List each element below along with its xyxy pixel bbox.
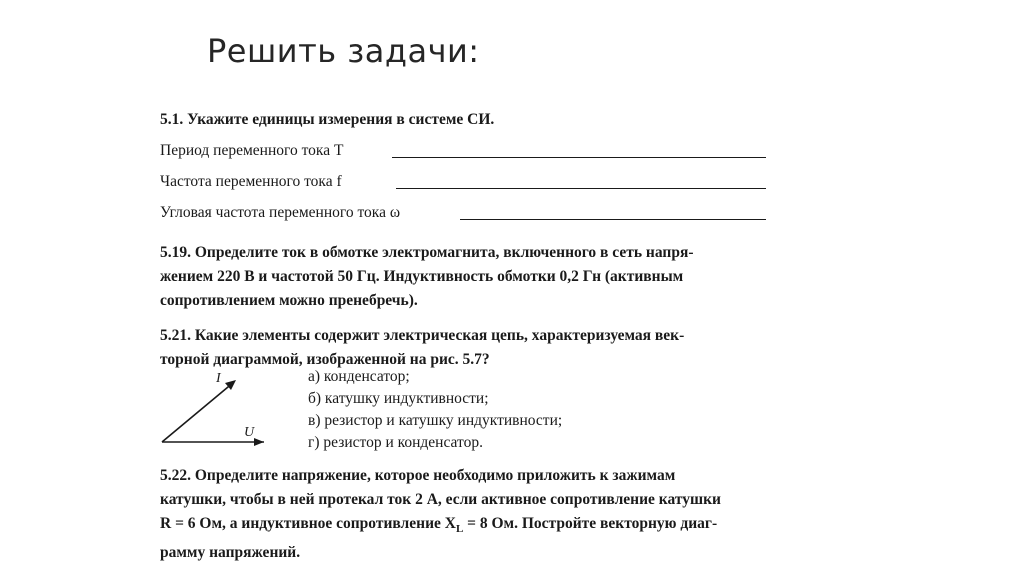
vector-u-arrowhead <box>254 438 264 446</box>
field-period-blank <box>392 157 766 158</box>
vector-i-label: I <box>216 371 221 386</box>
scanned-task-sheet <box>150 100 820 574</box>
vector-u-label: U <box>244 425 255 440</box>
task-5-22-line-3-start: R = 6 Ом, а индуктивное сопротивление X <box>160 515 456 532</box>
task-5-1-heading: 5.1. Укажите единицы измерения в системе СИ. <box>160 111 495 128</box>
task-5-21-line-1: 5.21. Какие элементы содержит электрическая цепь, характеризуемая век- <box>160 327 685 344</box>
field-angular-frequency-blank <box>460 219 766 220</box>
slide-title: Решить задачи: <box>207 32 480 70</box>
task-5-21-line-2: торной диаграммой, изображенной на рис. 5.7? <box>160 351 490 368</box>
field-frequency-blank <box>396 188 766 189</box>
task-5-21 <box>160 324 810 372</box>
answer-option-d: г) резистор и конденсатор. <box>308 434 483 451</box>
task-5-22-line-3-end: = 8 Ом. Постройте векторную диаг- <box>463 515 718 532</box>
vector-diagram <box>160 370 270 450</box>
answer-option-a: а) конденсатор; <box>308 368 410 385</box>
answer-option-b: б) катушку индуктивности; <box>308 390 489 407</box>
task-5-22 <box>160 464 810 565</box>
task-5-22-line-4: рамму напряжений. <box>160 544 301 562</box>
field-period <box>160 139 810 170</box>
field-angular-frequency-label: Угловая частота переменного тока ω <box>160 204 401 221</box>
field-frequency-label: Частота переменного тока f <box>160 173 342 190</box>
field-frequency <box>160 170 810 201</box>
task-5-19-line-3: сопротивлением можно пренебречь). <box>160 292 418 309</box>
answer-option-c: в) резистор и катушку индуктивности; <box>308 412 563 429</box>
task-5-1 <box>160 108 810 232</box>
task-5-19-line-2: жением 220 В и частотой 50 Гц. Индуктивность обмотки 0,2 Гн (активным <box>160 268 684 285</box>
answer-options <box>308 366 562 454</box>
task-5-22-line-3 <box>160 512 810 541</box>
field-period-label: Период переменного тока T <box>160 142 344 159</box>
vector-i-line <box>162 382 234 442</box>
task-5-19 <box>160 241 810 313</box>
task-5-19-line-1: 5.19. Определите ток в обмотке электромагнита, включенного в сеть напря- <box>160 244 694 261</box>
field-angular-frequency <box>160 201 810 232</box>
task-5-21-answers <box>160 366 810 456</box>
task-5-22-subscript-l: L <box>455 523 464 536</box>
task-5-22-line-2: катушки, чтобы в ней протекал ток 2 А, если активное сопротивление катушки <box>160 491 721 508</box>
task-5-22-line-1: 5.22. Определите напряжение, которое необходимо приложить к зажимам <box>160 467 676 484</box>
